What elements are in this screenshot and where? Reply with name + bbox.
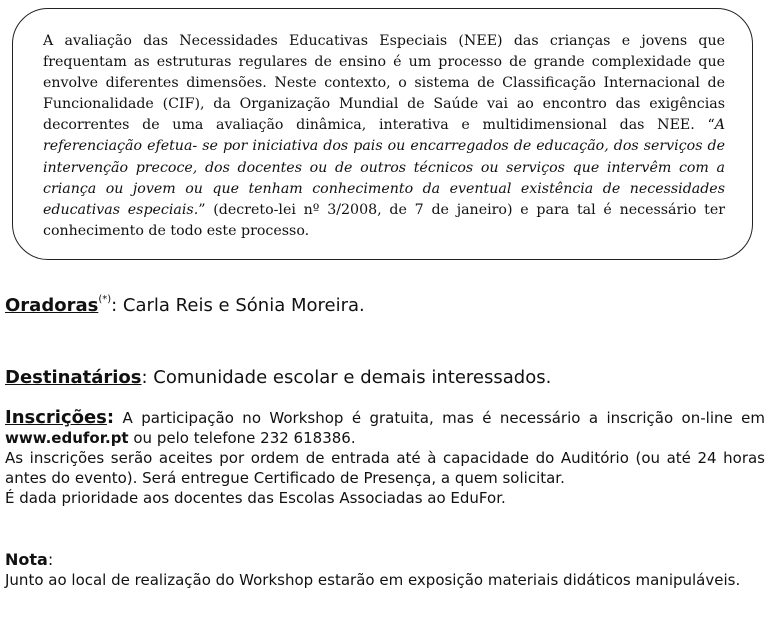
oradoras-section [5,296,765,316]
inscricoes-section [5,408,765,508]
destinatarios-text: : Comunidade escolar e demais interessados. [141,367,552,388]
inscricoes-colon: : [106,407,115,428]
intro-text-end: ” (decreto-lei nº 3/2008, de 7 de janeiro) e para tal é necessário ter conhecimento de todo este processo. [43,201,726,239]
oradoras-text: : Carla Reis e Sónia Moreira. [111,295,365,316]
nota-section [5,550,765,590]
destinatarios-label: Destinatários [5,367,142,388]
intro-paragraph [43,31,725,242]
intro-text: A avaliação das Necessidades Educativas Especiais (NEE) das crianças e jovens que frequentam as estruturas regulares de ensino é um processo de grande complexidade que envolve diferentes dimensões. Neste contexto, o sistema de Classificação Internacional de Funcionalidade (CIF), da Organização Mundial de Saúde vai ao encontro das exigências decorrentes de uma avaliação dinâmica, interativa e multidimensional das NEE. “ [43,33,725,134]
intro-box [12,8,753,260]
oradoras-footnote-mark: (*) [98,294,112,305]
inscricoes-line2 [5,428,765,448]
destinatarios-section [5,368,765,388]
inscricoes-line4: É dada prioridade aos docentes das Escolas Associadas ao EduFor. [5,489,506,507]
intro-quote: A referenciação efetua- se por iniciativa dos pais ou encarregados de educação, dos serviços de intervenção precoce, dos docentes ou de outros técnicos ou serviços que intervêm com a criança ou jovem ou que tenham conhecimento da eventual existência de necessidades educativas especiais. [43,117,725,218]
inscricoes-phone: ou pelo telefone 232 618386. [128,429,356,447]
inscricoes-line3: As inscrições serão aceites por ordem de entrada até à capacidade do Auditório (ou até 24 horas antes do evento). Será entregue Certificado de Presença, a quem solicitar. [5,449,765,487]
nota-text: Junto ao local de realização do Workshop estarão em exposição materiais didáticos manipuláveis. [5,571,741,589]
nota-colon: : [47,550,54,569]
inscricoes-text: A participação no Workshop é gratuita, mas é necessário a inscrição on-line em [114,409,765,427]
nota-label: Nota [5,550,48,569]
inscricoes-line1 [5,408,765,428]
inscricoes-label: Inscrições [5,407,107,428]
oradoras-label: Oradoras [5,295,99,316]
edufor-link[interactable]: www.edufor.pt [5,429,129,447]
